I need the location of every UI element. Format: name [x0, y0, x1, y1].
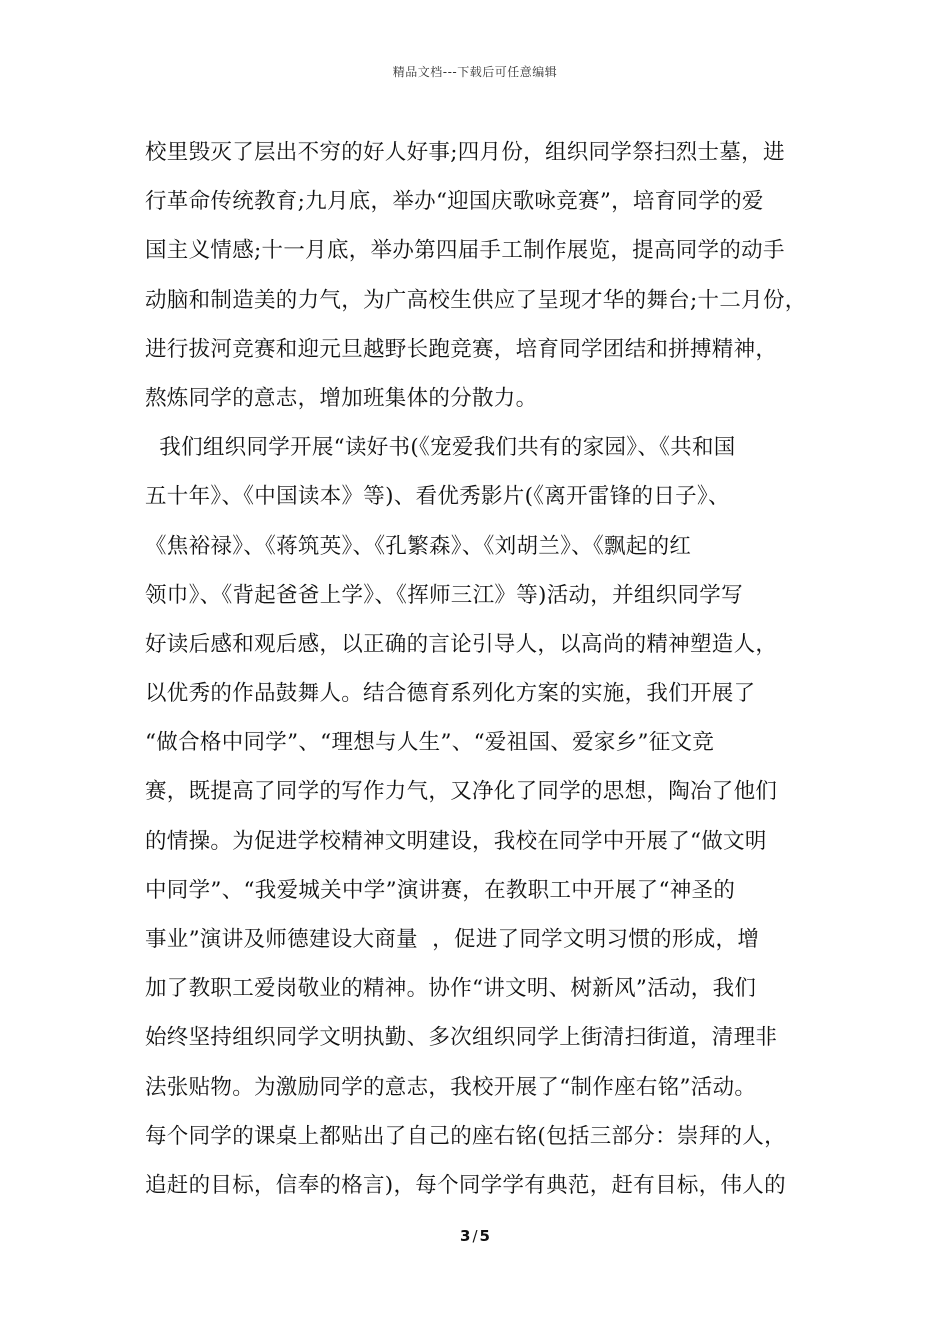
text-line: 以优秀的作品鼓舞人。结合德育系列化方案的实施，我们开展了 — [145, 681, 756, 707]
text-line: 领巾》、《背起爸爸上学》、《挥师三江》等)活动，并组织同学写 — [145, 582, 743, 608]
text-line: 《焦裕禄》、《蒋筑英》、《孔繁森》、《刘胡兰》、《飘起的红 — [145, 533, 692, 559]
text-line: 行革命传统教育;九月底，举办“迎国庆歌咏竞赛”，培育同学的爱 — [145, 189, 764, 215]
text-line: “做合格中同学”、“理想与人生”、“爱祖国、爱家乡”征文竞 — [145, 730, 715, 756]
text-line: 事业”演讲及师德建设大商量 ，促进了同学文明习惯的形成，增 — [145, 927, 760, 952]
text-line: 好读后感和观后感，以正确的言论引导人，以高尚的精神塑造人， — [145, 631, 778, 657]
body-text — [145, 128, 835, 1210]
text-line: 五十年》、《中国读本》等)、看优秀影片(《离开雷锋的日子》、 — [145, 484, 730, 510]
text-line: 赛，既提高了同学的写作力气，又净化了同学的思想，陶冶了他们 — [145, 779, 778, 805]
page-separator: / — [472, 1227, 478, 1245]
text-line: 每个同学的课桌上都贴出了自己的座右铭(包括三部分：崇拜的人， — [145, 1123, 786, 1149]
text-line: 追赶的目标，信奉的格言)，每个同学学有典范，赶有目标，伟人的 — [145, 1172, 786, 1198]
text-line: 加了教职工爱岗敬业的精神。协作“讲文明、树新风”活动，我们 — [145, 976, 757, 1002]
current-page-number: 3 — [460, 1227, 471, 1245]
text-line: 校里毁灭了层出不穷的好人好事;四月份，组织同学祭扫烈士墓，进 — [145, 140, 785, 165]
page-header: 精品文档---下载后可任意编辑 — [392, 65, 558, 79]
page-number — [0, 1227, 950, 1245]
text-line: 中同学”、“我爱城关中学”演讲赛，在教职工中开展了“神圣的 — [145, 877, 736, 903]
total-pages-number: 5 — [479, 1227, 490, 1245]
text-line: 的情操。为促进学校精神文明建设，我校在同学中开展了“做文明 — [145, 828, 767, 854]
text-line: 我们组织同学开展“读好书(《宠爱我们共有的家园》、《共和国 — [145, 435, 736, 461]
text-line: 始终坚持组织同学文明执勤、多次组织同学上街清扫街道，清理非 — [145, 1025, 778, 1051]
text-line: 法张贴物。为激励同学的意志，我校开展了“制作座右铭”活动。 — [145, 1074, 757, 1100]
text-line: 进行拔河竞赛和迎元旦越野长跑竞赛，培育同学团结和拼搏精神， — [145, 336, 778, 362]
text-line: 动脑和制造美的力气，为广高校生供应了呈现才华的舞台;十二月份， — [145, 287, 807, 313]
text-line: 国主义情感;十一月底，举办第四届手工制作展览，提高同学的动手 — [145, 238, 785, 264]
text-line: 熬炼同学的意志，增加班集体的分散力。 — [145, 385, 538, 411]
